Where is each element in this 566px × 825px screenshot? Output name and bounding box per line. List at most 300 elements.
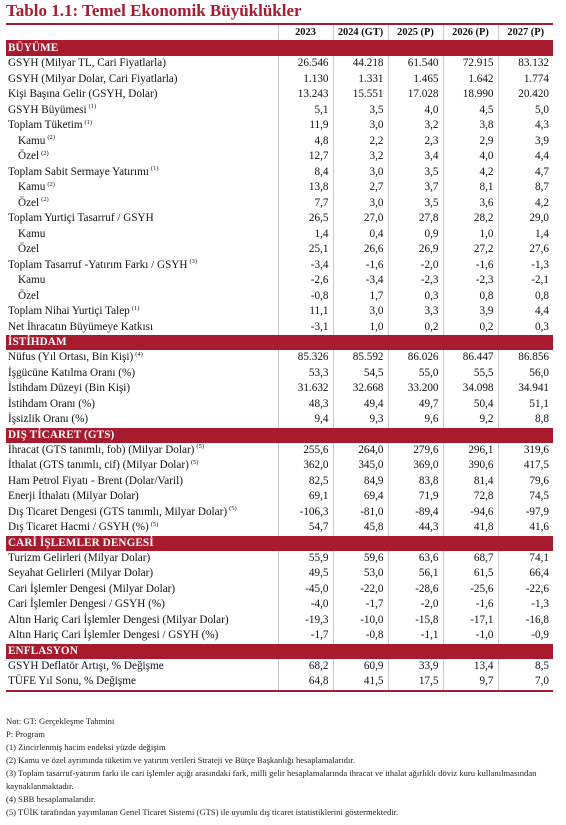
row-label — [6, 196, 278, 212]
value-cell-2025-p: 86.026 — [388, 350, 443, 366]
value-cell-2026-p: 2,9 — [443, 134, 498, 150]
table-row — [6, 242, 553, 258]
value-cell-2027-p: 417,5 — [523, 459, 549, 472]
table-row — [6, 87, 553, 103]
value-cell-2025-p: 3,5 — [388, 196, 443, 212]
value-cell-2025-p: 0,2 — [388, 320, 443, 336]
value-cell-2025-p: 44,3 — [388, 520, 443, 536]
value-cell-2023: -45,0 — [278, 582, 333, 598]
footnote-marker: (1) — [150, 165, 159, 173]
table-row — [6, 134, 553, 150]
value-cell-2023: 31.632 — [278, 381, 333, 397]
row-label-text: Kamu — [18, 227, 46, 240]
value-cell-2026-p: 0,2 — [443, 320, 498, 336]
value-cell-2023: 85.326 — [278, 350, 333, 366]
value-cell-2024-gt: -3,4 — [333, 273, 388, 289]
table-row — [6, 366, 553, 382]
value-cell-2026-p: 41,8 — [443, 520, 498, 536]
value-cell-2024-gt: 3,0 — [333, 196, 388, 212]
value-cell-2023: 13,8 — [278, 180, 333, 196]
value-cell-2025-p: -2,3 — [388, 273, 443, 289]
value-cell-2027-p: 3,9 — [535, 134, 549, 147]
value-cell-2026-p: 9,7 — [443, 674, 498, 691]
value-cell-2024-gt: -0,8 — [333, 628, 388, 644]
row-label-text: Özel — [18, 150, 40, 163]
footnote-line: (5) TÜİK tarafından yayımlanan Genel Ticaret Sistemi (GTS) ile uyumlu dış ticaret istatistiklerini göstermektedir. — [6, 807, 399, 817]
footnote-marker: (5) — [196, 443, 204, 451]
row-label — [6, 520, 278, 536]
value-cell-2024-gt: 264,0 — [333, 443, 388, 459]
value-cell-2025-p: 17,5 — [388, 674, 443, 691]
table-row — [6, 458, 553, 474]
row-label — [6, 366, 278, 382]
value-cell-2024-gt: 85.592 — [333, 350, 388, 366]
value-cell-2025-p: 1.465 — [388, 72, 443, 88]
section-title: BÜYÜME — [6, 41, 553, 57]
value-cell-2024-gt: 2,2 — [333, 134, 388, 150]
value-cell-2026-p: -94,6 — [443, 505, 498, 521]
value-cell-2024-gt: 15.551 — [333, 87, 388, 103]
value-cell-2023: 1,4 — [278, 227, 333, 243]
row-label — [6, 381, 278, 397]
row-label — [6, 242, 278, 258]
value-cell-2025-p: 0,9 — [388, 227, 443, 243]
footnote-marker: (2) — [47, 180, 55, 188]
value-cell-2024-gt: 3,0 — [333, 304, 388, 320]
value-cell-2027-p: 5,0 — [535, 103, 549, 116]
row-label-text: Özel — [18, 289, 40, 302]
value-cell-2025-p: 9,6 — [388, 412, 443, 428]
value-cell-2027-p: 4,4 — [535, 150, 549, 163]
row-label — [6, 551, 278, 567]
value-cell-2023: 362,0 — [278, 458, 333, 474]
value-cell-2025-p: 33,9 — [388, 659, 443, 675]
value-cell-2027-p: 51,1 — [529, 397, 549, 410]
table-row — [6, 211, 553, 227]
value-cell-2023: 255,6 — [278, 443, 333, 459]
table-row — [6, 320, 553, 336]
table-row — [6, 118, 553, 134]
economic-indicators-table — [6, 23, 553, 692]
table-row — [6, 273, 553, 289]
row-label-text: Altın Hariç Cari İşlemler Dengesi (Milyar Dolar) — [8, 613, 229, 626]
value-cell-2025-p: 17.028 — [388, 87, 443, 103]
row-label — [6, 443, 278, 459]
value-cell-2024-gt: 69,4 — [333, 489, 388, 505]
value-cell-2025-p: -2,0 — [388, 597, 443, 613]
value-cell-2024-gt: 53,0 — [333, 566, 388, 582]
row-label-text: Seyahat Gelirleri (Milyar Dolar) — [8, 567, 154, 580]
table-row — [6, 582, 553, 598]
value-cell-2027-p: 4,7 — [535, 165, 549, 178]
value-cell-2024-gt: 59,6 — [333, 551, 388, 567]
value-cell-2027-p: 319,6 — [523, 443, 549, 456]
row-label — [6, 320, 278, 336]
value-cell-2025-p: -28,6 — [388, 582, 443, 598]
value-cell-2024-gt: 3,0 — [333, 118, 388, 134]
value-cell-2027-p: 29,0 — [529, 212, 549, 225]
table-row — [6, 628, 553, 644]
table-row — [6, 350, 553, 366]
footnote-line: (2) Kamu ve özel ayrımında tüketim ve yatırım verileri Strateji ve Bütçe Başkanlığı hesaplamalarıdır. — [6, 755, 355, 765]
footnote-marker: (3) — [189, 258, 198, 266]
row-label — [6, 474, 278, 490]
row-label-text: Dış Ticaret Hacmi / GSYH (%) — [8, 521, 149, 534]
value-cell-2025-p: 63,6 — [388, 551, 443, 567]
value-cell-2025-p: 3,5 — [388, 165, 443, 181]
value-cell-2024-gt: 45,8 — [333, 520, 388, 536]
table-row — [6, 180, 553, 196]
row-label — [6, 227, 278, 243]
footnote-marker: (1) — [84, 118, 93, 126]
value-cell-2027-p: 8,5 — [535, 659, 549, 672]
value-cell-2027-p: -2,1 — [531, 274, 549, 287]
row-label — [6, 674, 278, 691]
value-cell-2026-p: -2,3 — [443, 273, 498, 289]
row-label-text: Özel — [18, 196, 40, 209]
value-cell-2027-p: 27,6 — [529, 243, 549, 256]
footnote-line: P: Program — [6, 729, 45, 739]
value-cell-2027-p: 79,6 — [529, 474, 549, 487]
value-cell-2023: 48,3 — [278, 397, 333, 413]
row-label — [6, 304, 278, 320]
value-cell-2026-p: 28,2 — [443, 211, 498, 227]
value-cell-2025-p: 55,0 — [388, 366, 443, 382]
row-label-text: İstihdam Oranı (%) — [8, 397, 95, 410]
row-label-text: İşsizlik Oranı (%) — [8, 413, 89, 426]
row-label-text: Dış Ticaret Dengesi (GTS tanımlı, Milyar Dolar) — [8, 505, 228, 518]
section-header-dis-ticaret-gts — [6, 428, 553, 443]
footnote-line: Not: GT: Gerçekleşme Tahmini — [6, 716, 115, 726]
table-row — [6, 289, 553, 305]
value-cell-2026-p: 1.642 — [443, 72, 498, 88]
value-cell-2026-p: -25,6 — [443, 582, 498, 598]
row-label — [6, 118, 278, 134]
row-label — [6, 273, 278, 289]
value-cell-2026-p: 8,1 — [443, 180, 498, 196]
table-row — [6, 597, 553, 613]
table-row — [6, 56, 553, 72]
value-cell-2027-p: 56,0 — [529, 366, 549, 379]
value-cell-2023: -3,4 — [278, 258, 333, 274]
row-label-text: Kişi Başına Gelir (GSYH, Dolar) — [8, 88, 158, 101]
row-label — [6, 180, 278, 196]
row-label-text: İthalat (GTS tanımlı, cif) (Milyar Dolar) — [8, 459, 189, 472]
value-cell-2024-gt: 1,0 — [333, 320, 388, 336]
value-cell-2026-p: 18.990 — [443, 87, 498, 103]
value-cell-2024-gt: 26,6 — [333, 242, 388, 258]
value-cell-2025-p: 3,7 — [388, 180, 443, 196]
value-cell-2024-gt: 345,0 — [333, 458, 388, 474]
value-cell-2023: 11,9 — [278, 118, 333, 134]
value-cell-2023: 26,5 — [278, 211, 333, 227]
value-cell-2025-p: 3,2 — [388, 118, 443, 134]
footnote-marker: (1) — [88, 103, 97, 111]
row-label — [6, 350, 278, 366]
row-label-text: Ham Petrol Fiyatı - Brent (Dolar/Varil) — [8, 474, 183, 487]
value-cell-2027-p: 0,8 — [535, 289, 549, 302]
footnote-marker: (2) — [47, 134, 55, 142]
value-cell-2027-p: 74,5 — [529, 490, 549, 503]
value-cell-2024-gt: 3,0 — [333, 165, 388, 181]
row-label — [6, 87, 278, 103]
value-cell-2025-p: -2,0 — [388, 258, 443, 274]
value-cell-2026-p: 81,4 — [443, 474, 498, 490]
row-label-text: Kamu — [18, 134, 46, 147]
value-cell-2026-p: 4,0 — [443, 149, 498, 165]
table-row — [6, 103, 553, 119]
table-row — [6, 674, 553, 691]
table-row — [6, 489, 553, 505]
value-cell-2025-p: 0,3 — [388, 289, 443, 305]
table-title: Tablo 1.1: Temel Ekonomik Büyüklükler — [6, 1, 302, 20]
row-label — [6, 505, 278, 521]
value-cell-2024-gt: 60,9 — [333, 659, 388, 675]
value-cell-2023: 7,7 — [278, 196, 333, 212]
value-cell-2023: -19,3 — [278, 613, 333, 629]
section-header-enflasyon — [6, 644, 553, 659]
value-cell-2024-gt: 84,9 — [333, 474, 388, 490]
row-label-text: Enerji İthalatı (Milyar Dolar) — [8, 490, 139, 503]
value-cell-2026-p: 34.098 — [443, 381, 498, 397]
table-row — [6, 397, 553, 413]
value-cell-2027-p: 4,3 — [535, 119, 549, 132]
value-cell-2025-p: 49,7 — [388, 397, 443, 413]
value-cell-2025-p: -1,1 — [388, 628, 443, 644]
value-cell-2027-p: 1,4 — [535, 227, 549, 240]
value-cell-2026-p: 0,8 — [443, 289, 498, 305]
footnote-line: (3) Toplam tasarruf-yatırım farkı ile cari işlemler açığı arasındaki fark, milli gelir hesaplamalarında ihracat ve ithalat ağırlıklı döviz kuru kullanılmasından kaynaklanmaktadır. — [6, 768, 537, 791]
footnote-marker: (5) — [150, 520, 159, 528]
row-label — [6, 72, 278, 88]
value-cell-2025-p: 27,8 — [388, 211, 443, 227]
row-label — [6, 289, 278, 305]
value-cell-2025-p: 4,0 — [388, 103, 443, 119]
value-cell-2027-p: -1,3 — [531, 258, 549, 271]
row-label-text: Toplam Tüketim — [8, 119, 83, 132]
value-cell-2024-gt: 2,7 — [333, 180, 388, 196]
value-cell-2027-p: 7,0 — [498, 674, 553, 691]
section-title: DIŞ TİCARET (GTS) — [6, 428, 553, 443]
table-row — [6, 613, 553, 629]
value-cell-2023: 53,3 — [278, 366, 333, 382]
value-cell-2024-gt: -81,0 — [333, 505, 388, 521]
value-cell-2026-p: 4,5 — [443, 103, 498, 119]
value-cell-2023: 54,7 — [278, 520, 333, 536]
value-cell-2027-p: 8,8 — [535, 413, 549, 426]
table-row — [6, 227, 553, 243]
value-cell-2025-p: 3,3 — [388, 304, 443, 320]
value-cell-2023: -3,1 — [278, 320, 333, 336]
value-cell-2023: -2,6 — [278, 273, 333, 289]
footnote-marker: (5) — [190, 458, 199, 466]
row-label — [6, 659, 278, 675]
value-cell-2027-p: 34.941 — [518, 382, 549, 395]
column-header-2025: 2025 (P) — [388, 24, 443, 41]
table-row — [6, 505, 553, 521]
row-label — [6, 56, 278, 72]
value-cell-2023: 11,1 — [278, 304, 333, 320]
footnote-marker: (2) — [41, 196, 49, 204]
row-label-text: Turizm Gelirleri (Milyar Dolar) — [8, 551, 151, 564]
section-title: ENFLASYON — [6, 644, 553, 659]
footnote-line: (4) SBB hesaplamalarıdır. — [6, 794, 96, 804]
value-cell-2023: 25,1 — [278, 242, 333, 258]
value-cell-2026-p: 68,7 — [443, 551, 498, 567]
table-row — [6, 412, 553, 428]
value-cell-2027-p: -16,8 — [525, 613, 549, 626]
value-cell-2024-gt: 44.218 — [333, 56, 388, 72]
footnote-line: (1) Zincirlenmiş hacim endeksi yüzde değişim — [6, 742, 166, 752]
row-label — [6, 613, 278, 629]
row-label — [6, 397, 278, 413]
table-row — [6, 258, 553, 274]
value-cell-2024-gt: 1,7 — [333, 289, 388, 305]
value-cell-2026-p: 86.447 — [443, 350, 498, 366]
value-cell-2027-p: 1.774 — [523, 72, 549, 85]
value-cell-2027-p: 83.132 — [518, 57, 549, 70]
row-label-text: Toplam Yurtiçi Tasarruf / GSYH — [8, 212, 154, 225]
value-cell-2023: 12,7 — [278, 149, 333, 165]
row-label-text: İhracat (GTS tanımlı, fob) (Milyar Dolar) — [8, 443, 195, 456]
value-cell-2025-p: 369,0 — [388, 458, 443, 474]
value-cell-2024-gt: -1,6 — [333, 258, 388, 274]
value-cell-2027-p: 4,2 — [535, 196, 549, 209]
value-cell-2024-gt: 3,2 — [333, 149, 388, 165]
value-cell-2023: 5,1 — [278, 103, 333, 119]
table-row — [6, 304, 553, 320]
table-header-row — [6, 24, 553, 41]
value-cell-2026-p: -1,6 — [443, 597, 498, 613]
value-cell-2026-p: 61,5 — [443, 566, 498, 582]
value-cell-2027-p: 66,4 — [529, 567, 549, 580]
value-cell-2024-gt: 27,0 — [333, 211, 388, 227]
value-cell-2027-p: 41,6 — [529, 521, 549, 534]
row-label — [6, 211, 278, 227]
value-cell-2023: 8,4 — [278, 165, 333, 181]
value-cell-2023: 82,5 — [278, 474, 333, 490]
value-cell-2027-p: 0,3 — [535, 320, 549, 333]
column-header-2023: 2023 — [278, 24, 333, 41]
row-label-text: Kamu — [18, 274, 46, 287]
table-row — [6, 659, 553, 675]
table-row — [6, 72, 553, 88]
value-cell-2023: 13.243 — [278, 87, 333, 103]
table-row — [6, 149, 553, 165]
value-cell-2026-p: 50,4 — [443, 397, 498, 413]
value-cell-2023: 4,8 — [278, 134, 333, 150]
table-row — [6, 165, 553, 181]
value-cell-2026-p: -17,1 — [443, 613, 498, 629]
section-title: İSTİHDAM — [6, 335, 553, 350]
value-cell-2026-p: 3,8 — [443, 118, 498, 134]
row-label-text: İşgücüne Katılma Oranı (%) — [8, 366, 136, 379]
value-cell-2025-p: 56,1 — [388, 566, 443, 582]
row-label-text: Kamu — [18, 181, 46, 194]
value-cell-2026-p: 55,5 — [443, 366, 498, 382]
section-header-buyume — [6, 41, 553, 57]
value-cell-2025-p: 61.540 — [388, 56, 443, 72]
value-cell-2026-p: -1,0 — [443, 628, 498, 644]
row-label — [6, 412, 278, 428]
value-cell-2026-p: 72.915 — [443, 56, 498, 72]
row-label-text: GSYH (Milyar Dolar, Cari Fiyatlarla) — [8, 72, 178, 85]
row-label-text: Altın Hariç Cari İşlemler Dengesi / GSYH (%) — [8, 629, 219, 642]
row-label-text: TÜFE Yıl Sonu, % Değişme — [8, 675, 136, 688]
row-label — [6, 134, 278, 150]
value-cell-2026-p: 27,2 — [443, 242, 498, 258]
row-label-text: GSYH Büyümesi — [8, 103, 87, 116]
value-cell-2025-p: 279,6 — [388, 443, 443, 459]
value-cell-2023: -0,8 — [278, 289, 333, 305]
value-cell-2027-p: 86.856 — [518, 351, 549, 364]
footnote-marker: (4) — [135, 350, 143, 358]
value-cell-2027-p: -22,6 — [525, 582, 549, 595]
row-label — [6, 566, 278, 582]
row-label-text: Cari İşlemler Dengesi (Milyar Dolar) — [8, 582, 176, 595]
value-cell-2026-p: 72,8 — [443, 489, 498, 505]
row-label — [6, 628, 278, 644]
value-cell-2025-p: -15,8 — [388, 613, 443, 629]
row-label — [6, 489, 278, 505]
value-cell-2025-p: 33.200 — [388, 381, 443, 397]
value-cell-2026-p: 3,6 — [443, 196, 498, 212]
value-cell-2024-gt: 41,5 — [333, 674, 388, 691]
row-label-text: Toplam Tasarruf -Yatırım Farkı / GSYH — [8, 258, 188, 271]
value-cell-2023: 26.546 — [278, 56, 333, 72]
row-label-text: Cari İşlemler Dengesi / GSYH (%) — [8, 598, 165, 611]
value-cell-2025-p: -89,4 — [388, 505, 443, 521]
table-row — [6, 474, 553, 490]
value-cell-2025-p: 83,8 — [388, 474, 443, 490]
value-cell-2027-p: 8,7 — [535, 181, 549, 194]
value-cell-2026-p: 3,9 — [443, 304, 498, 320]
footnote-marker: (2) — [41, 149, 49, 157]
value-cell-2026-p: -1,6 — [443, 258, 498, 274]
value-cell-2024-gt: 3,5 — [333, 103, 388, 119]
value-cell-2024-gt: 49,4 — [333, 397, 388, 413]
value-cell-2027-p: 20.420 — [518, 88, 549, 101]
value-cell-2023: 55,9 — [278, 551, 333, 567]
value-cell-2023: -1,7 — [278, 628, 333, 644]
value-cell-2024-gt: 0,4 — [333, 227, 388, 243]
footnotes — [6, 715, 556, 819]
value-cell-2026-p: 13,4 — [443, 659, 498, 675]
value-cell-2027-p: 4,4 — [535, 305, 549, 318]
column-header-2026: 2026 (P) — [443, 24, 498, 41]
row-label-text: GSYH Deflatör Artışı, % Değişme — [8, 659, 164, 672]
footnote-marker: (1) — [131, 304, 140, 312]
header-label-cell — [6, 24, 278, 41]
value-cell-2026-p: 4,2 — [443, 165, 498, 181]
row-label — [6, 103, 278, 119]
section-title: CARİ İŞLEMLER DENGESİ — [6, 536, 553, 551]
value-cell-2026-p: 9,2 — [443, 412, 498, 428]
value-cell-2025-p: 3,4 — [388, 149, 443, 165]
row-label — [6, 597, 278, 613]
row-label-text: GSYH (Milyar TL, Cari Fiyatlarla) — [8, 57, 166, 70]
row-label — [6, 149, 278, 165]
value-cell-2023: 49,5 — [278, 566, 333, 582]
row-label — [6, 165, 278, 181]
value-cell-2027-p: -97,9 — [525, 505, 549, 518]
value-cell-2025-p: 71,9 — [388, 489, 443, 505]
value-cell-2024-gt: 9,3 — [333, 412, 388, 428]
value-cell-2026-p: 1,0 — [443, 227, 498, 243]
row-label-text: Özel — [18, 243, 40, 256]
row-label — [6, 458, 278, 474]
table-row — [6, 443, 553, 459]
